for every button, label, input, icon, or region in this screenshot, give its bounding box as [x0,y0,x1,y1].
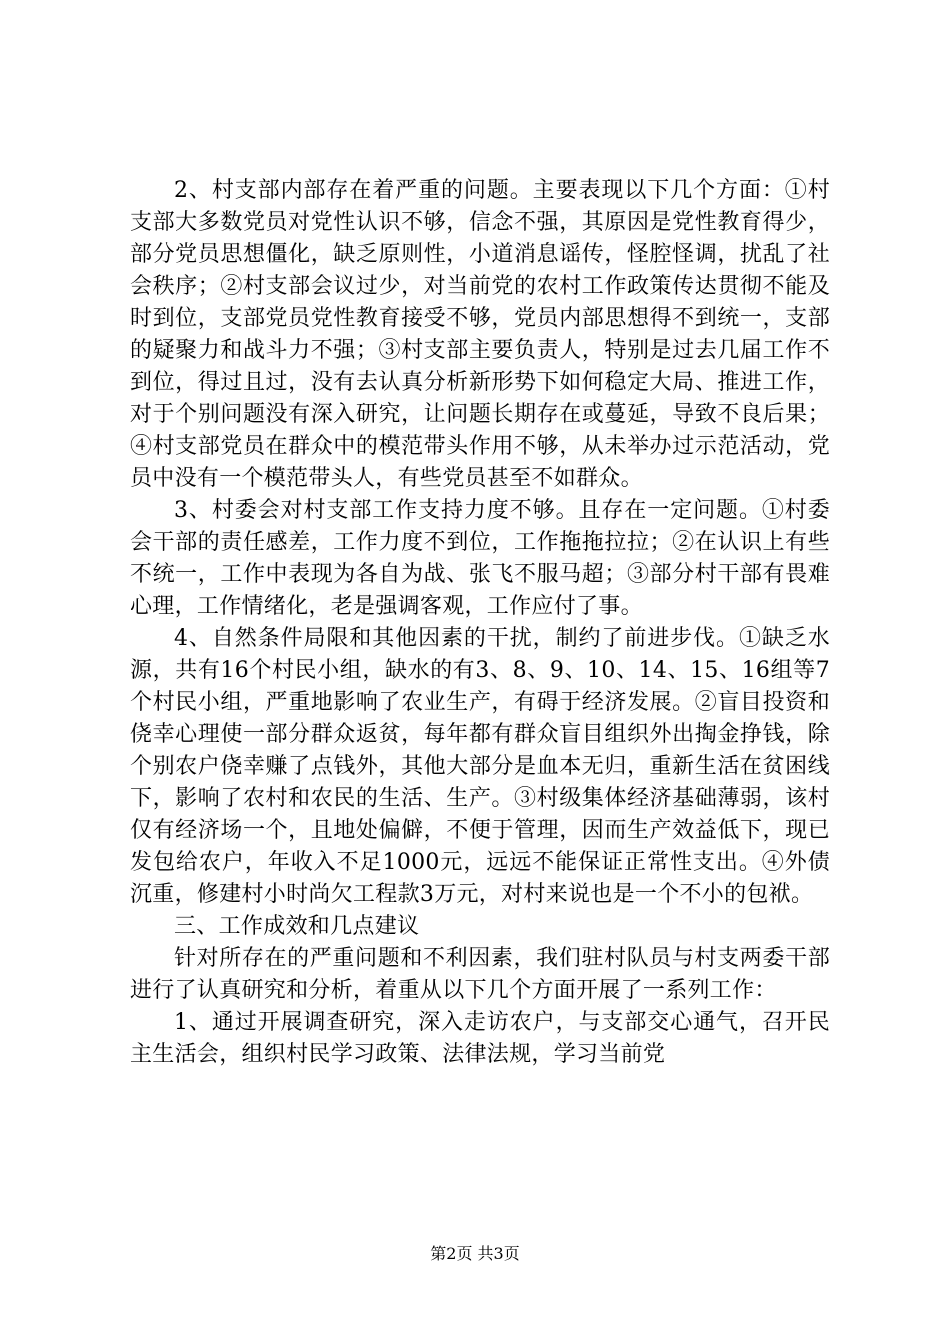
section-heading: 三、工作成效和几点建议 [174,914,420,939]
paragraph-branch-problems: 2、村支部内部存在着严重的问题。主要表现以下几个方面：①村支部大多数党员对党性认识不够，信念不强，其原因是党性教育得少，部分党员思想僵化，缺乏原则性，小道消息谣传，怪腔怪调，扰乱了社会秩序；②村支部会议过少，对当前党的农村工作政策传达贯彻不能及时到位，支部党员党性教育接受不够，党员内部思想得不到统一，支部的疑聚力和战斗力不强；③村支部主要负责人，特别是过去几届工作不到位，得过且过，没有去认真分析新形势下如何稳定大局、推进工作，对于个别问题没有深入研究，让问题长期存在或蔓延，导致不良后果；④村支部党员在群众中的模范带头作用不够，从未举办过示范活动，党员中没有一个模范带头人，有些党员甚至不如群众。 [130,178,830,491]
paragraph-investigation: 1、通过开展调查研究，深入走访农户，与支部交心通气，召开民主生活会，组织村民学习政策、法律法规，学习当前党 [130,1010,830,1067]
page-number: 第2页 共3页 [430,1244,520,1263]
document-body [130,175,830,1071]
paragraph-committee-support: 3、村委会对村支部工作支持力度不够。且存在一定问题。①村委会干部的责任感差，工作力度不到位，工作拖拖拉拉；②在认识上有些不统一，工作中表现为各自为战、张飞不服马超；③部分村干部有畏难心理，工作情绪化，老是强调客观，工作应付了事。 [130,498,830,619]
page-footer [0,1244,950,1264]
paragraph-intro-work: 针对所存在的严重问题和不利因素，我们驻村队员与村支两委干部进行了认真研究和分析，着重从以下几个方面开展了一系列工作： [130,946,830,1003]
paragraph-natural-conditions: 4、自然条件局限和其他因素的干扰，制约了前进步伐。①缺乏水源，共有16个村民小组，缺水的有3、8、9、10、14、15、16组等7个村民小组，严重地影响了农业生产，有碍于经济发展。②盲目投资和侥幸心理使一部分群众返贫，每年都有群众盲目组织外出掏金挣钱，除个别农户侥幸赚了点钱外，其他大部分是血本无归，重新生活在贫困线下，影响了农村和农民的生活、生产。③村级集体经济基础薄弱，该村仅有经济场一个，且地处偏僻，不便于管理，因而生产效益低下，现已发包给农户，年收入不足1000元，远远不能保证正常性支出。④外债沉重，修建村小时尚欠工程款3万元，对村来说也是一个不小的包袱。 [130,626,830,907]
